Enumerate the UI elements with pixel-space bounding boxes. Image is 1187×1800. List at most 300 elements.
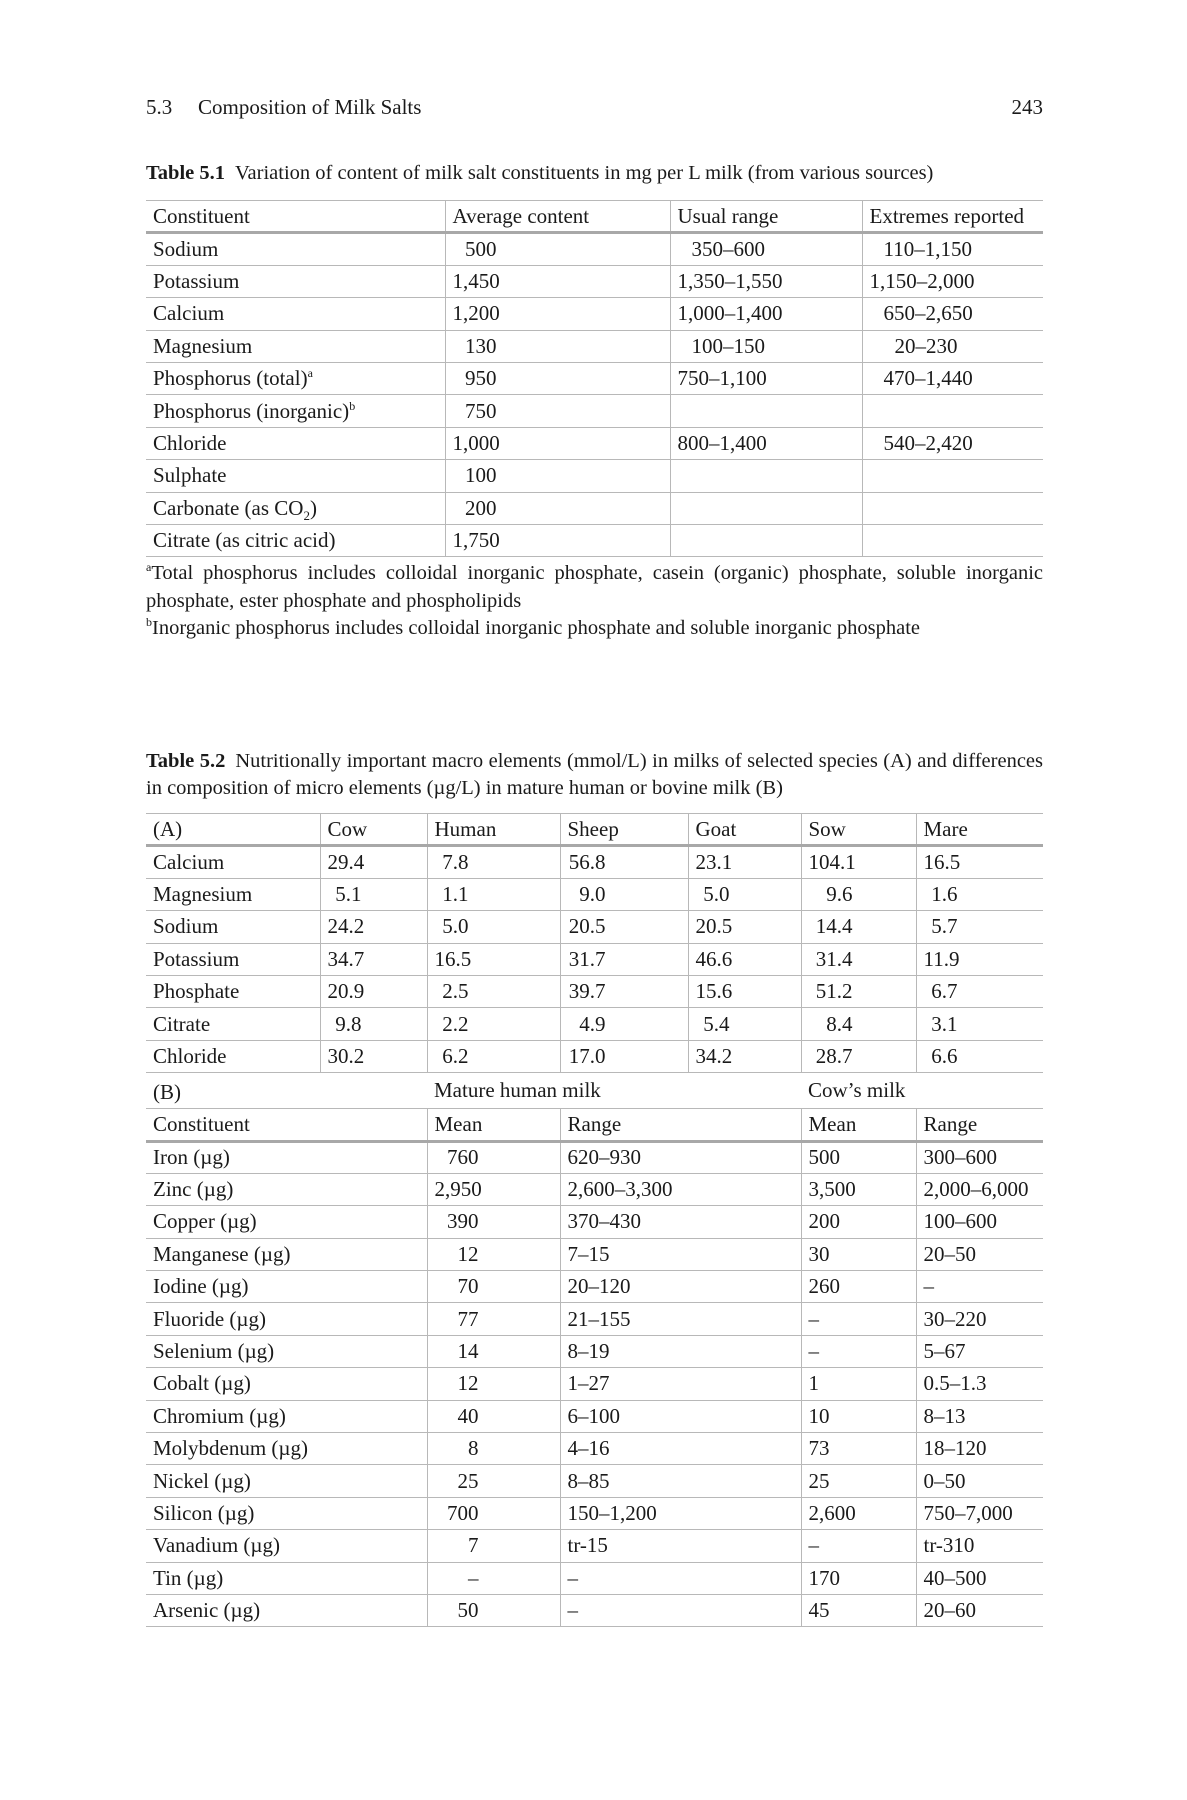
cell-goat-text: 46.6 — [695, 946, 733, 971]
cell-constituent-text: Silicon (µg) — [153, 1501, 255, 1525]
cell-sheep-text: 4.9 — [579, 1011, 606, 1036]
cell-constituent-text: Citrate (as citric acid) — [153, 528, 336, 553]
cell-human-text: 5.0 — [442, 914, 469, 939]
cell-constituent — [146, 1594, 427, 1626]
column-header-cow-text: Cow — [327, 816, 368, 841]
footnote-b — [146, 615, 1043, 643]
column-header-average-content — [445, 201, 670, 233]
table-5-2-label: Table 5.2 — [146, 750, 226, 772]
table-row — [146, 1368, 1043, 1400]
table-row — [146, 1206, 1043, 1238]
cell-cow-mean — [801, 1530, 916, 1562]
cell-element — [146, 943, 320, 975]
column-header-constituent — [146, 1109, 427, 1141]
column-header-mare — [916, 814, 1043, 846]
cell-cow-mean — [801, 1141, 916, 1173]
cell-cow-range-text: 8–13 — [923, 1403, 966, 1428]
group-header-cows-milk-text: Cow’s milk — [808, 1078, 906, 1103]
column-header-human-mean-text: Mean — [434, 1111, 483, 1136]
cell-usual-range-text: 100–150 — [691, 333, 765, 358]
cell-constituent — [146, 1562, 427, 1594]
cell-constituent-text: Cobalt (µg) — [153, 1371, 251, 1396]
cell-usual-range — [670, 460, 862, 492]
cell-cow-mean-text: – — [808, 1339, 819, 1364]
cell-average-content — [445, 460, 670, 492]
section-number: 5.3 — [146, 95, 173, 119]
cell-cow-mean — [801, 1562, 916, 1594]
cell-constituent-text: Sulphate — [153, 463, 227, 488]
column-header-mare-text: Mare — [923, 816, 968, 841]
cell-constituent — [146, 492, 445, 524]
table-row — [146, 846, 1043, 878]
cell-cow-range — [916, 1400, 1043, 1432]
cell-constituent-suffix: ) — [309, 495, 317, 520]
cell-cow-range — [916, 1173, 1043, 1205]
cell-sow-text: 14.4 — [815, 914, 853, 939]
cell-sow-text: 104.1 — [808, 850, 856, 875]
column-header-goat — [688, 814, 801, 846]
footnote-a-text: Total phosphorus includes colloidal inorganic phosphate, casein (organic) phosphate, soluble inorganic phosphate, ester phosphate and phospholipids — [146, 562, 1043, 612]
cell-usual-range-text: 350–600 — [691, 237, 765, 262]
cell-human-range-text: – — [567, 1598, 578, 1623]
column-header-human-mean — [427, 1109, 560, 1141]
cell-mare-text: 3.1 — [931, 1011, 958, 1036]
cell-human-range — [560, 1562, 801, 1594]
cell-cow-text: 29.4 — [327, 850, 365, 875]
cell-human-mean — [427, 1433, 560, 1465]
cell-sheep-text: 56.8 — [568, 850, 606, 875]
cell-human-mean — [427, 1271, 560, 1303]
cell-human-range — [560, 1368, 801, 1400]
cell-cow — [320, 846, 427, 878]
cell-cow-range-text: 0.5–1.3 — [923, 1371, 987, 1396]
cell-human-mean-text: 25 — [457, 1468, 479, 1493]
cell-sheep — [560, 943, 688, 975]
cell-human-range-text: 20–120 — [567, 1274, 631, 1299]
cell-human-mean — [427, 1594, 560, 1626]
cell-human-mean — [427, 1368, 560, 1400]
group-header-mature-human-milk — [427, 1073, 801, 1109]
cell-constituent — [146, 1497, 427, 1529]
cell-constituent — [146, 233, 445, 265]
cell-usual-range-text: 1,000–1,400 — [677, 301, 783, 326]
cell-sow-text: 8.4 — [826, 1011, 853, 1036]
cell-average-content — [445, 427, 670, 459]
table-5-1-header-row — [146, 201, 1043, 233]
cell-human-mean — [427, 1562, 560, 1594]
cell-mare-text: 6.7 — [931, 979, 958, 1004]
cell-average-content-text: 100 — [465, 463, 497, 488]
cell-cow-range-text: 40–500 — [923, 1565, 987, 1590]
cell-mare-text: 16.5 — [923, 850, 961, 875]
cell-human-mean-text: 50 — [457, 1598, 479, 1623]
footnote-ref: a — [307, 366, 313, 381]
cell-human-range — [560, 1465, 801, 1497]
column-header-goat-text: Goat — [695, 816, 737, 841]
cell-average-content-text: 130 — [465, 333, 497, 358]
cell-cow-range-text: tr-310 — [923, 1533, 975, 1558]
cell-human-mean-text: 12 — [457, 1371, 479, 1396]
cell-element — [146, 1040, 320, 1072]
cell-human — [427, 1008, 560, 1040]
cell-cow-mean-text: 25 — [808, 1468, 830, 1493]
cell-constituent-text: Phosphorus (total) — [153, 366, 308, 391]
cell-sow-text: 51.2 — [815, 979, 853, 1004]
cell-sheep — [560, 878, 688, 910]
cell-sow — [801, 1040, 916, 1072]
cell-sow-text: 31.4 — [815, 946, 853, 971]
cell-cow-range — [916, 1433, 1043, 1465]
cell-sheep — [560, 1008, 688, 1040]
cell-human-text: 1.1 — [442, 881, 469, 906]
cell-cow-range — [916, 1368, 1043, 1400]
cell-constituent-text: Arsenic (µg) — [153, 1598, 261, 1623]
cell-cow-range — [916, 1238, 1043, 1270]
table-row — [146, 1040, 1043, 1072]
group-header-cows-milk — [801, 1073, 1043, 1109]
cell-cow-text: 34.7 — [327, 946, 365, 971]
cell-mare — [916, 878, 1043, 910]
cell-cow-mean — [801, 1497, 916, 1529]
table-row — [146, 1271, 1043, 1303]
cell-average-content — [445, 524, 670, 556]
cell-goat — [688, 1040, 801, 1072]
table-row — [146, 975, 1043, 1007]
table-row — [146, 943, 1043, 975]
table-row — [146, 1303, 1043, 1335]
cell-human-range-text: 2,600–3,300 — [567, 1177, 673, 1202]
table-row — [146, 524, 1043, 556]
cell-human-range-text: 150–1,200 — [567, 1501, 657, 1525]
cell-cow-mean-text: 260 — [808, 1274, 840, 1299]
cell-cow-range-text: 20–50 — [923, 1241, 976, 1266]
cell-human-range — [560, 1206, 801, 1238]
cell-cow-mean — [801, 1173, 916, 1205]
cell-cow-range — [916, 1335, 1043, 1367]
cell-human-mean-text: 77 — [457, 1306, 479, 1331]
cell-cow-mean — [801, 1206, 916, 1238]
cell-average-content — [445, 233, 670, 265]
cell-constituent — [146, 1433, 427, 1465]
cell-human-text: 2.5 — [442, 979, 469, 1004]
cell-goat-text: 34.2 — [695, 1043, 733, 1068]
table-row — [146, 1594, 1043, 1626]
cell-extremes-reported-text: 540–2,420 — [883, 430, 973, 455]
table-5-1-caption-text: Variation of content of milk salt constituents in mg per L milk (from various sources) — [235, 162, 934, 184]
cell-extremes-reported — [862, 524, 1043, 556]
cell-extremes-reported-text: 470–1,440 — [883, 366, 973, 391]
cell-goat-text: 20.5 — [695, 914, 733, 939]
cell-goat — [688, 911, 801, 943]
table-5-1-footnotes — [146, 560, 1043, 643]
table-row — [146, 878, 1043, 910]
cell-cow-range — [916, 1465, 1043, 1497]
cell-cow-range — [916, 1594, 1043, 1626]
cell-human-mean-text: 7 — [468, 1533, 479, 1558]
cell-average-content-text: 1,450 — [452, 268, 500, 293]
cell-cow-mean-text: 1 — [808, 1371, 819, 1396]
cell-human-range-text: 8–85 — [567, 1468, 610, 1493]
cell-constituent-text: Selenium (µg) — [153, 1339, 275, 1364]
table-row — [146, 362, 1043, 394]
cell-human-mean — [427, 1238, 560, 1270]
table-row — [146, 1530, 1043, 1562]
column-header-cow — [320, 814, 427, 846]
cell-usual-range — [670, 524, 862, 556]
cell-cow-range-text: 20–60 — [923, 1598, 976, 1623]
cell-cow-range-text: 750–7,000 — [923, 1501, 1013, 1525]
table-row — [146, 1238, 1043, 1270]
cell-cow-text: 5.1 — [335, 881, 362, 906]
cell-human-range — [560, 1497, 801, 1529]
cell-cow-text: 30.2 — [327, 1043, 365, 1068]
cell-cow-range — [916, 1530, 1043, 1562]
cell-cow-mean-text: 45 — [808, 1598, 830, 1623]
table-row — [146, 1433, 1043, 1465]
part-b-header-row — [146, 1109, 1043, 1141]
cell-extremes-reported — [862, 298, 1043, 330]
cell-element-text: Sodium — [153, 914, 219, 939]
cell-usual-range-text: 750–1,100 — [677, 366, 767, 391]
column-header-human — [427, 814, 560, 846]
cell-average-content-text: 750 — [465, 398, 497, 423]
cell-usual-range — [670, 265, 862, 297]
cell-element — [146, 878, 320, 910]
cell-human-mean-text: 760 — [447, 1145, 479, 1170]
cell-cow-range — [916, 1141, 1043, 1173]
cell-average-content — [445, 492, 670, 524]
cell-cow-range — [916, 1303, 1043, 1335]
cell-human-mean-text: 2,950 — [434, 1177, 482, 1202]
cell-cow-range-text: 2,000–6,000 — [923, 1177, 1029, 1202]
cell-sheep-text: 31.7 — [568, 946, 606, 971]
table-row — [146, 460, 1043, 492]
table-row — [146, 1562, 1043, 1594]
cell-human-range — [560, 1303, 801, 1335]
cell-cow-mean-text: 10 — [808, 1403, 830, 1428]
running-head — [146, 95, 1043, 123]
cell-constituent — [146, 1173, 427, 1205]
cell-cow — [320, 911, 427, 943]
footnote-a — [146, 560, 1043, 615]
cell-constituent-text: Fluoride (µg) — [153, 1306, 266, 1331]
cell-constituent — [146, 460, 445, 492]
cell-element — [146, 911, 320, 943]
cell-mare — [916, 1040, 1043, 1072]
table-row — [146, 330, 1043, 362]
section-title: Composition of Milk Salts — [198, 95, 422, 119]
cell-human-mean-text: 14 — [457, 1339, 479, 1364]
table-row — [146, 1400, 1043, 1432]
column-header-human-range — [560, 1109, 801, 1141]
column-header-sow — [801, 814, 916, 846]
table-row — [146, 1497, 1043, 1529]
cell-cow — [320, 878, 427, 910]
table-row — [146, 1335, 1043, 1367]
cell-mare — [916, 943, 1043, 975]
cell-constituent — [146, 1303, 427, 1335]
cell-element-text: Magnesium — [153, 881, 253, 906]
cell-cow — [320, 943, 427, 975]
cell-sow — [801, 1008, 916, 1040]
cell-constituent — [146, 1400, 427, 1432]
cell-cow-range-text: 100–600 — [923, 1209, 997, 1234]
cell-average-content-text: 1,000 — [452, 430, 500, 455]
cell-constituent — [146, 1206, 427, 1238]
cell-usual-range — [670, 362, 862, 394]
cell-usual-range — [670, 395, 862, 427]
cell-human-mean — [427, 1530, 560, 1562]
cell-usual-range — [670, 330, 862, 362]
cell-sow-text: 28.7 — [815, 1043, 853, 1068]
column-header-human-text: Human — [434, 816, 497, 841]
cell-sow-text: 9.6 — [826, 881, 853, 906]
cell-human-mean — [427, 1335, 560, 1367]
cell-human-range — [560, 1530, 801, 1562]
cell-sheep — [560, 975, 688, 1007]
cell-usual-range — [670, 233, 862, 265]
column-header-average-content-text: Average content — [452, 203, 590, 228]
column-header-cow-mean — [801, 1109, 916, 1141]
cell-constituent-text: Sodium — [153, 237, 219, 262]
footnote-a-mark: a — [146, 560, 152, 575]
table-5-2 — [146, 813, 1043, 1627]
cell-cow-mean-text: 2,600 — [808, 1501, 856, 1525]
column-header-sheep — [560, 814, 688, 846]
column-header-sow-text: Sow — [808, 816, 846, 841]
cell-element — [146, 975, 320, 1007]
cell-human-range — [560, 1594, 801, 1626]
cell-constituent — [146, 1335, 427, 1367]
cell-constituent-text: Tin (µg) — [153, 1565, 224, 1590]
cell-extremes-reported — [862, 395, 1043, 427]
part-b-label — [146, 1073, 427, 1109]
cell-extremes-reported-text: 20–230 — [894, 333, 958, 358]
column-header-human-range-text: Range — [567, 1111, 622, 1136]
cell-average-content-text: 200 — [465, 495, 497, 520]
cell-sow — [801, 911, 916, 943]
cell-human-mean — [427, 1497, 560, 1529]
cell-human-range-text: 1–27 — [567, 1371, 610, 1396]
cell-cow-mean-text: 200 — [808, 1209, 840, 1234]
cell-human-mean — [427, 1173, 560, 1205]
cell-human-range-text: tr-15 — [567, 1533, 608, 1558]
cell-extremes-reported — [862, 330, 1043, 362]
cell-constituent — [146, 1271, 427, 1303]
column-header-constituent-text: Constituent — [153, 203, 250, 228]
cell-cow-text: 9.8 — [335, 1011, 362, 1036]
cell-constituent-text: Molybdenum (µg) — [153, 1436, 308, 1461]
table-5-2-caption-text: Nutritionally important macro elements (mmol/L) in milks of selected species (A) and differences in composition of micro elements (µg/L) in mature human or bovine milk (B) — [146, 750, 1043, 799]
footnote-ref: b — [349, 398, 356, 413]
cell-constituent — [146, 1465, 427, 1497]
cell-cow-mean-text: 73 — [808, 1436, 830, 1461]
cell-human-range-text: 620–930 — [567, 1145, 641, 1170]
cell-cow-range — [916, 1562, 1043, 1594]
cell-element — [146, 846, 320, 878]
cell-constituent — [146, 1530, 427, 1562]
cell-extremes-reported-text: 650–2,650 — [883, 301, 973, 326]
table-row — [146, 1141, 1043, 1173]
table-5-1 — [146, 200, 1043, 557]
table-5-2-caption — [146, 748, 1043, 802]
cell-cow-mean-text: – — [808, 1533, 819, 1558]
column-header-cow-range-text: Range — [923, 1111, 978, 1136]
cell-constituent-text: Zinc (µg) — [153, 1177, 234, 1202]
cell-human-range-text: 370–430 — [567, 1209, 641, 1234]
cell-constituent-text: Phosphorus (inorganic) — [153, 398, 350, 423]
column-header-constituent — [146, 201, 445, 233]
table-row — [146, 427, 1043, 459]
cell-goat — [688, 975, 801, 1007]
cell-average-content — [445, 265, 670, 297]
column-header-constituent-text: Constituent — [153, 1111, 250, 1136]
cell-human-range — [560, 1335, 801, 1367]
cell-human-range-text: – — [567, 1565, 578, 1590]
cell-cow-mean-text: 30 — [808, 1241, 830, 1266]
cell-constituent — [146, 524, 445, 556]
cell-constituent-text: Iron (µg) — [153, 1145, 230, 1170]
column-header-usual-range-text: Usual range — [677, 203, 779, 228]
cell-human-range-text: 4–16 — [567, 1436, 610, 1461]
table-row — [146, 492, 1043, 524]
cell-goat-text: 23.1 — [695, 850, 733, 875]
cell-goat — [688, 943, 801, 975]
cell-cow-mean — [801, 1335, 916, 1367]
cell-element-text: Citrate — [153, 1011, 211, 1036]
cell-constituent-text: Vanadium (µg) — [153, 1533, 280, 1558]
cell-sheep-text: 20.5 — [568, 914, 606, 939]
cell-average-content-text: 1,200 — [452, 301, 500, 326]
cell-extremes-reported — [862, 362, 1043, 394]
table-row — [146, 1008, 1043, 1040]
cell-cow-text: 24.2 — [327, 914, 365, 939]
cell-usual-range — [670, 298, 862, 330]
table-row — [146, 298, 1043, 330]
cell-goat-text: 5.0 — [703, 881, 730, 906]
cell-human-text: 6.2 — [442, 1043, 469, 1068]
cell-cow — [320, 1040, 427, 1072]
cell-human-mean-text: – — [468, 1565, 479, 1590]
cell-extremes-reported — [862, 265, 1043, 297]
cell-constituent — [146, 298, 445, 330]
cell-constituent-text: Iodine (µg) — [153, 1274, 249, 1299]
table-row — [146, 265, 1043, 297]
cell-sow — [801, 878, 916, 910]
cell-average-content — [445, 330, 670, 362]
cell-sow — [801, 943, 916, 975]
cell-element — [146, 1008, 320, 1040]
subscript: 2 — [303, 507, 310, 523]
cell-human — [427, 911, 560, 943]
cell-cow-mean — [801, 1271, 916, 1303]
cell-human-text: 2.2 — [442, 1011, 469, 1036]
cell-human-range — [560, 1433, 801, 1465]
cell-constituent-text: Nickel (µg) — [153, 1468, 251, 1493]
table-5-1-caption — [146, 160, 1043, 187]
cell-human-text: 16.5 — [434, 946, 472, 971]
column-header-cow-mean-text: Mean — [808, 1111, 857, 1136]
cell-human-mean-text: 70 — [457, 1274, 479, 1299]
cell-human — [427, 943, 560, 975]
cell-constituent-text: Carbonate (as CO — [153, 495, 304, 520]
cell-human-range-text: 8–19 — [567, 1339, 610, 1364]
cell-average-content — [445, 395, 670, 427]
cell-mare-text: 11.9 — [923, 946, 960, 971]
cell-human — [427, 1040, 560, 1072]
cell-cow-mean — [801, 1400, 916, 1432]
cell-mare — [916, 846, 1043, 878]
